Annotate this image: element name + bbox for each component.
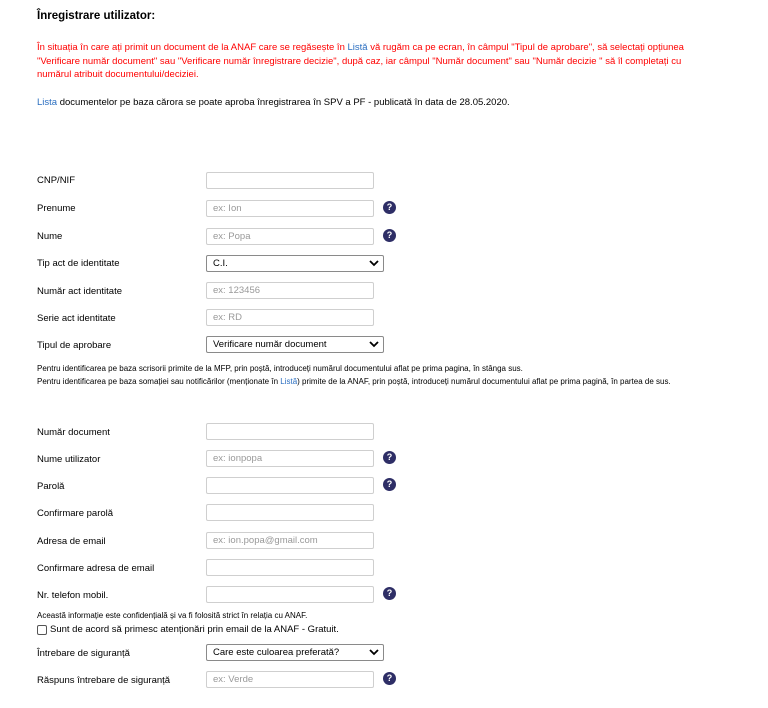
confidential-note: Această informație este confidențială și va fi folosită strict în relația cu ANAF. <box>37 611 308 620</box>
parola-label: Parolă <box>37 481 65 492</box>
tip-act-select[interactable] <box>206 255 384 272</box>
lista-documents-line <box>37 96 510 109</box>
hint-somatie-part2: ) primite de la ANAF, prin poștă, introduceți numărul documentului aflat pe prima pagină, în partea de sus. <box>297 377 671 386</box>
nume-utilizator-help-icon[interactable]: ? <box>383 451 396 464</box>
confirmare-email-input[interactable] <box>206 559 374 576</box>
hint-scrisoare: Pentru identificarea pe baza scrisorii primite de la MFP, prin poștă, introduceți numărul documentului aflat pe prima pagina, în stânga sus. <box>37 364 523 373</box>
nume-utilizator-input[interactable] <box>206 450 374 467</box>
intrebare-label: Întrebare de siguranță <box>37 648 130 659</box>
consent-checkbox[interactable] <box>37 625 47 635</box>
telefon-input[interactable] <box>206 586 374 603</box>
page-title: Înregistrare utilizator: <box>37 10 156 22</box>
confirmare-parola-input[interactable] <box>206 504 374 521</box>
serie-act-label: Serie act identitate <box>37 313 116 324</box>
intrebare-value: Care este culoarea preferată? <box>213 647 340 658</box>
hint-somatie-part1: Pentru identificarea pe baza somației sau notificărilor (menționate în <box>37 377 281 386</box>
confirmare-email-label: Confirmare adresa de email <box>37 563 155 574</box>
tipul-aprobare-select[interactable] <box>206 336 384 353</box>
tip-act-label: Tip act de identitate <box>37 258 120 269</box>
nume-utilizator-label: Nume utilizator <box>37 454 101 465</box>
hint-lista-link[interactable]: Listă <box>280 377 298 386</box>
raspuns-input[interactable] <box>206 671 374 688</box>
telefon-label: Nr. telefon mobil. <box>37 590 109 601</box>
nume-input[interactable] <box>206 228 374 245</box>
prenume-help-icon[interactable]: ? <box>383 201 396 214</box>
confirmare-parola-label: Confirmare parolă <box>37 508 114 519</box>
numar-act-input[interactable] <box>206 282 374 299</box>
notice-text <box>37 41 717 82</box>
consent-label: Sunt de acord să primesc atenționări prin email de la ANAF - Gratuit. <box>50 624 339 635</box>
serie-act-input[interactable] <box>206 309 374 326</box>
parola-input[interactable] <box>206 477 374 494</box>
lista-link[interactable]: Lista <box>37 97 58 108</box>
hint-somatie <box>37 376 737 387</box>
parola-help-icon[interactable]: ? <box>383 478 396 491</box>
email-input[interactable] <box>206 532 374 549</box>
raspuns-label: Răspuns întrebare de siguranță <box>37 675 171 686</box>
numar-document-input[interactable] <box>206 423 374 440</box>
intrebare-select[interactable] <box>206 644 384 661</box>
tipul-aprobare-value: Verificare număr document <box>213 339 327 350</box>
notice-part2: vă rugăm ca pe ecran, în câmpul "Tipul de aprobare", să selectați opțiunea "Verificare număr document" sau "Verificare număr înregistrare decizie", după caz, iar câmpul "Număr document" sau "Număr decizie " să îl completați cu numărul atribuit documentului/deciziei. <box>37 42 684 80</box>
chevron-down-icon <box>369 259 379 267</box>
tip-act-value: C.I. <box>213 258 228 269</box>
lista-line-text: documentelor pe baza cărora se poate aproba înregistrarea în SPV a PF - publicată în data de 28.05.2020. <box>57 97 510 108</box>
prenume-input[interactable] <box>206 200 374 217</box>
tipul-aprobare-label: Tipul de aprobare <box>37 340 112 351</box>
chevron-down-icon <box>369 340 379 348</box>
numar-document-label: Număr document <box>37 427 110 438</box>
cnp-input[interactable] <box>206 172 374 189</box>
email-label: Adresa de email <box>37 536 106 547</box>
numar-act-label: Număr act identitate <box>37 286 123 297</box>
telefon-help-icon[interactable]: ? <box>383 587 396 600</box>
raspuns-help-icon[interactable]: ? <box>383 672 396 685</box>
nume-help-icon[interactable]: ? <box>383 229 396 242</box>
nume-label: Nume <box>37 231 63 242</box>
cnp-label: CNP/NIF <box>37 175 75 186</box>
prenume-label: Prenume <box>37 203 76 214</box>
chevron-down-icon <box>369 648 379 656</box>
notice-lista-link[interactable]: Listă <box>347 42 368 53</box>
notice-part1: În situația în care ați primit un document de la ANAF care se regăsește în <box>37 42 348 53</box>
